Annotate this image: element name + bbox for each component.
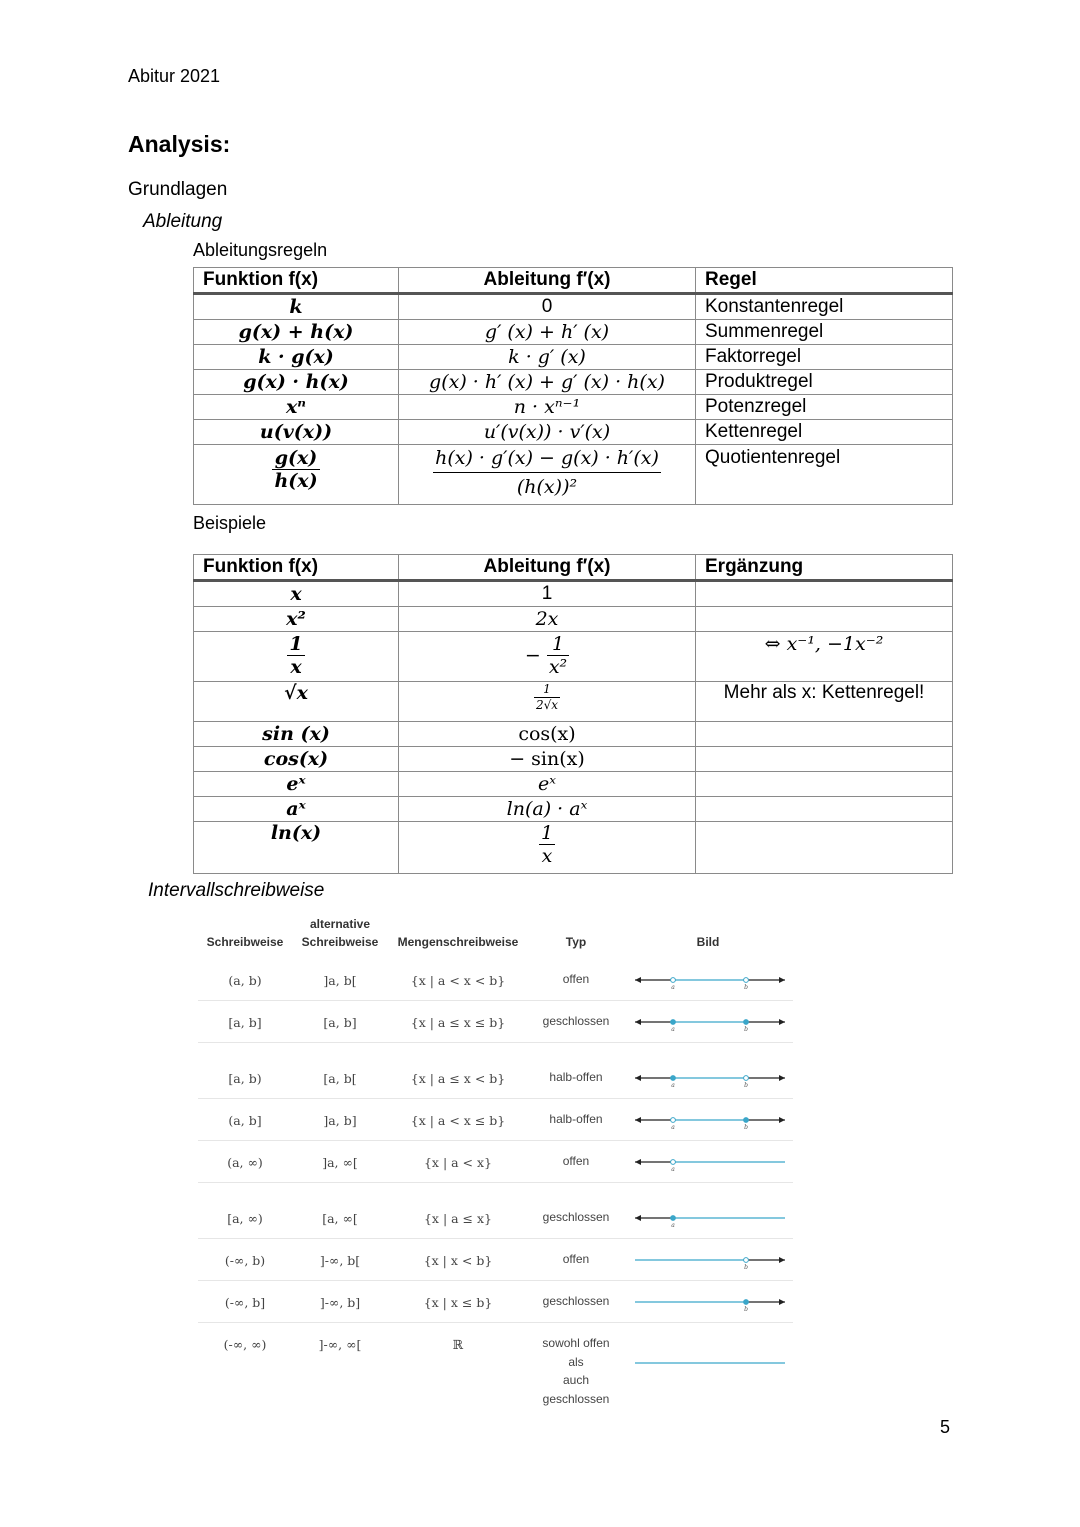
fraction-numerator: 1 <box>534 682 560 698</box>
header-image: Bild <box>696 935 720 949</box>
interval-type: geschlossen <box>542 1294 610 1308</box>
endpoint-a-label: a <box>671 1124 675 1131</box>
arrow-left-icon <box>635 1215 641 1221</box>
derivative-cell: 2x <box>399 607 696 632</box>
number-line-image <box>630 1352 790 1376</box>
header-set-notation: Mengenschreibweise <box>397 935 519 949</box>
header-supplement: Ergänzung <box>696 555 953 581</box>
table-row <box>194 797 953 822</box>
table-row <box>194 420 953 445</box>
number-line-image <box>630 969 790 993</box>
endpoint-b <box>744 1076 749 1081</box>
interval-notation: [a, b) <box>228 1071 262 1086</box>
interval-type: halb-offen <box>549 1070 603 1084</box>
arrow-left-icon <box>635 1159 641 1165</box>
number-line-image <box>630 1151 790 1175</box>
arrow-left-icon <box>635 1075 641 1081</box>
row-divider <box>198 1000 793 1001</box>
set-notation: {x | a ≤ x < b} <box>410 1071 506 1086</box>
interval-notation: [a, ∞) <box>227 1211 263 1226</box>
fraction <box>287 633 304 678</box>
function-cell: u(v(x)) <box>194 420 399 445</box>
interval-notation: (-∞, ∞) <box>223 1337 267 1352</box>
supplement-cell <box>696 581 953 607</box>
supplement-cell <box>696 797 953 822</box>
derivative-cell <box>399 822 696 874</box>
header-alternative-line2: Schreibweise <box>301 935 379 949</box>
alternative-notation: [a, ∞[ <box>322 1211 358 1226</box>
function-cell: √x <box>194 682 399 722</box>
table-row <box>194 822 953 874</box>
examples-title: Beispiele <box>193 513 267 533</box>
row-divider <box>198 1042 793 1043</box>
interval-type-line: sowohl offen <box>542 1336 610 1350</box>
number-line-image <box>630 1207 790 1231</box>
set-notation: {x | a < x ≤ b} <box>410 1113 506 1128</box>
number-line-image <box>630 1249 790 1273</box>
interval-notation-title: Intervallschreibweise <box>148 880 325 901</box>
interval-type: offen <box>562 972 590 986</box>
endpoint-a <box>671 1020 676 1025</box>
set-notation: {x | a < x < b} <box>410 973 506 988</box>
alternative-notation: ]-∞, ∞[ <box>318 1337 362 1352</box>
endpoint-a <box>671 1160 676 1165</box>
table-header-row <box>194 268 953 294</box>
derivative-cell: u′(v(x)) · v′(x) <box>399 420 696 445</box>
function-cell: aˣ <box>194 797 399 822</box>
endpoint-a-label: a <box>671 984 675 991</box>
derivative-cell <box>399 632 696 682</box>
derivative-cell: g(x) · h′ (x) + g′ (x) · h(x) <box>399 370 696 395</box>
derivative-cell: − sin(x) <box>399 747 696 772</box>
supplement-cell <box>696 722 953 747</box>
supplement-cell <box>696 822 953 874</box>
function-cell <box>194 632 399 682</box>
alternative-notation: [a, b] <box>323 1015 357 1030</box>
alternative-notation: ]a, b] <box>323 1113 357 1128</box>
derivative-cell <box>399 445 696 505</box>
arrow-right-icon <box>779 1257 785 1263</box>
interval-type: geschlossen <box>542 1210 610 1224</box>
set-notation: {x | a ≤ x} <box>423 1211 493 1226</box>
subsection-title: Grundlagen <box>128 179 228 200</box>
table-row <box>194 747 953 772</box>
endpoint-b <box>744 978 749 983</box>
rule-cell: Faktorregel <box>696 345 953 370</box>
interval-type: halb-offen <box>549 1112 603 1126</box>
derivative-cell: n · xⁿ⁻¹ <box>399 395 696 420</box>
fraction <box>272 447 319 492</box>
interval-notation: (a, b] <box>228 1113 262 1128</box>
number-line-image <box>630 1109 790 1133</box>
endpoint-a <box>671 978 676 983</box>
arrow-left-icon <box>635 1019 641 1025</box>
rule-cell: Potenzregel <box>696 395 953 420</box>
row-divider <box>198 1140 793 1141</box>
endpoint-a-label: a <box>671 1166 675 1173</box>
interval-notation: (a, b) <box>228 973 262 988</box>
fraction <box>539 822 555 867</box>
endpoint-b-label: b <box>744 984 748 991</box>
interval-notation: (-∞, b] <box>224 1295 266 1310</box>
arrow-left-icon <box>635 1117 641 1123</box>
alternative-notation: ]-∞, b[ <box>319 1253 361 1268</box>
arrow-right-icon <box>779 1075 785 1081</box>
supplement-cell: Mehr als x: Kettenregel! <box>696 682 953 722</box>
interval-type: offen <box>562 1154 590 1168</box>
minus-sign: − <box>524 644 541 667</box>
set-notation: ℝ <box>452 1337 464 1352</box>
fraction-denominator: (h(x))² <box>516 476 578 498</box>
rule-cell: Produktregel <box>696 370 953 395</box>
function-cell: cos(x) <box>194 747 399 772</box>
endpoint-b <box>744 1300 749 1305</box>
table-row <box>194 632 953 682</box>
fraction <box>534 682 560 713</box>
arrow-right-icon <box>779 1117 785 1123</box>
supplement-cell <box>696 607 953 632</box>
derivative-cell: eˣ <box>399 772 696 797</box>
header-alternative-line1: alternative <box>309 917 371 931</box>
row-divider <box>198 1098 793 1099</box>
number-line-image <box>630 1067 790 1091</box>
derivative-cell <box>399 682 696 722</box>
interval-type: geschlossen <box>542 1014 610 1028</box>
derivative-cell: 1 <box>399 581 696 607</box>
derivative-cell: g′ (x) + h′ (x) <box>399 320 696 345</box>
alternative-notation: ]a, ∞[ <box>322 1155 358 1170</box>
header-derivative: Ableitung f′(x) <box>399 268 696 294</box>
topic-title: Ableitung <box>143 211 223 232</box>
table-row <box>194 722 953 747</box>
interval-type-line: auch <box>562 1373 590 1387</box>
function-cell <box>194 445 399 505</box>
endpoint-b <box>744 1258 749 1263</box>
section-title: Analysis: <box>128 131 231 157</box>
endpoint-b-label: b <box>744 1124 748 1131</box>
endpoint-a <box>671 1076 676 1081</box>
function-cell: x² <box>194 607 399 632</box>
header-notation: Schreibweise <box>206 935 284 949</box>
table-row <box>194 294 953 320</box>
table-row <box>194 395 953 420</box>
function-cell: sin (x) <box>194 722 399 747</box>
row-divider <box>198 1238 793 1239</box>
table-row <box>194 682 953 722</box>
arrow-right-icon <box>779 977 785 983</box>
interval-type-line: als <box>568 1354 584 1369</box>
page-number: 5 <box>940 1417 951 1437</box>
supplement-cell: ⇔ x⁻¹, −1x⁻² <box>696 632 953 682</box>
interval-type: offen <box>562 1252 590 1266</box>
derivative-cell: cos(x) <box>399 722 696 747</box>
number-line-image <box>630 1291 790 1315</box>
endpoint-a-label: a <box>671 1026 675 1033</box>
alternative-notation: ]-∞, b] <box>319 1295 361 1310</box>
row-divider <box>198 1182 793 1183</box>
rule-cell: Konstantenregel <box>696 294 953 320</box>
fraction-denominator: x <box>290 656 302 678</box>
fraction <box>547 633 569 678</box>
rule-cell: Summenregel <box>696 320 953 345</box>
fraction-denominator: x² <box>548 656 568 678</box>
table-row <box>194 581 953 607</box>
endpoint-a-label: a <box>671 1222 675 1229</box>
supplement-cell <box>696 747 953 772</box>
endpoint-b-label: b <box>744 1264 748 1271</box>
endpoint-b-label: b <box>744 1306 748 1313</box>
interval-type-line: geschlossen <box>542 1391 610 1406</box>
arrow-right-icon <box>779 1299 785 1305</box>
endpoint-b-label: b <box>744 1026 748 1033</box>
function-cell: ln(x) <box>194 822 399 874</box>
interval-notation: [a, b] <box>228 1015 262 1030</box>
row-divider <box>198 1322 793 1323</box>
derivative-cell: 0 <box>399 294 696 320</box>
interval-notation: (a, ∞) <box>227 1155 263 1170</box>
table-row <box>194 772 953 797</box>
derivative-cell: k · g′ (x) <box>399 345 696 370</box>
arrow-right-icon <box>779 1019 785 1025</box>
fraction-numerator: 1 <box>289 633 303 655</box>
endpoint-a <box>671 1216 676 1221</box>
endpoint-b <box>744 1118 749 1123</box>
alternative-notation: [a, b[ <box>323 1071 357 1086</box>
arrow-left-icon <box>635 977 641 983</box>
fraction-denominator: h(x) <box>274 470 318 492</box>
function-cell: k · g(x) <box>194 345 399 370</box>
header-type: Typ <box>565 935 587 949</box>
supplement-cell <box>696 772 953 797</box>
table-row <box>194 370 953 395</box>
derivative-examples-table <box>193 554 953 874</box>
fraction-numerator: 1 <box>547 633 569 656</box>
endpoint-b-label: b <box>744 1082 748 1089</box>
function-cell: xⁿ <box>194 395 399 420</box>
endpoint-b <box>744 1020 749 1025</box>
endpoint-a-label: a <box>671 1082 675 1089</box>
function-cell: g(x) · h(x) <box>194 370 399 395</box>
table-row <box>194 345 953 370</box>
fraction-numerator: g(x) <box>272 447 319 470</box>
set-notation: {x | a ≤ x ≤ b} <box>410 1015 506 1030</box>
function-cell: k <box>194 294 399 320</box>
rule-cell: Kettenregel <box>696 420 953 445</box>
header-derivative: Ableitung f′(x) <box>399 555 696 581</box>
function-cell: x <box>194 581 399 607</box>
fraction-numerator: h(x) · g′(x) − g(x) · h′(x) <box>433 447 661 473</box>
fraction-denominator: 2√x <box>535 698 559 712</box>
header-rule: Regel <box>696 268 953 294</box>
set-notation: {x | a < x} <box>423 1155 493 1170</box>
derivative-rules-table <box>193 267 953 505</box>
page-header: Abitur 2021 <box>128 66 221 86</box>
rule-cell: Quotientenregel <box>696 445 953 505</box>
header-function: Funktion f(x) <box>194 555 399 581</box>
row-divider <box>198 1280 793 1281</box>
interval-notation: (-∞, b) <box>224 1253 266 1268</box>
alternative-notation: ]a, b[ <box>323 973 357 988</box>
header-function: Funktion f(x) <box>194 268 399 294</box>
derivative-cell: ln(a) · aˣ <box>399 797 696 822</box>
function-cell: eˣ <box>194 772 399 797</box>
rules-title: Ableitungsregeln <box>193 240 328 260</box>
set-notation: {x | x ≤ b} <box>423 1295 493 1310</box>
fraction-denominator: x <box>541 845 553 867</box>
table-header-row <box>194 555 953 581</box>
set-notation: {x | x < b} <box>423 1253 493 1268</box>
endpoint-a <box>671 1118 676 1123</box>
table-row <box>194 607 953 632</box>
fraction <box>433 447 661 498</box>
fraction-numerator: 1 <box>540 822 554 844</box>
function-cell: g(x) + h(x) <box>194 320 399 345</box>
table-row <box>194 445 953 505</box>
table-row <box>194 320 953 345</box>
number-line-image <box>630 1011 790 1035</box>
